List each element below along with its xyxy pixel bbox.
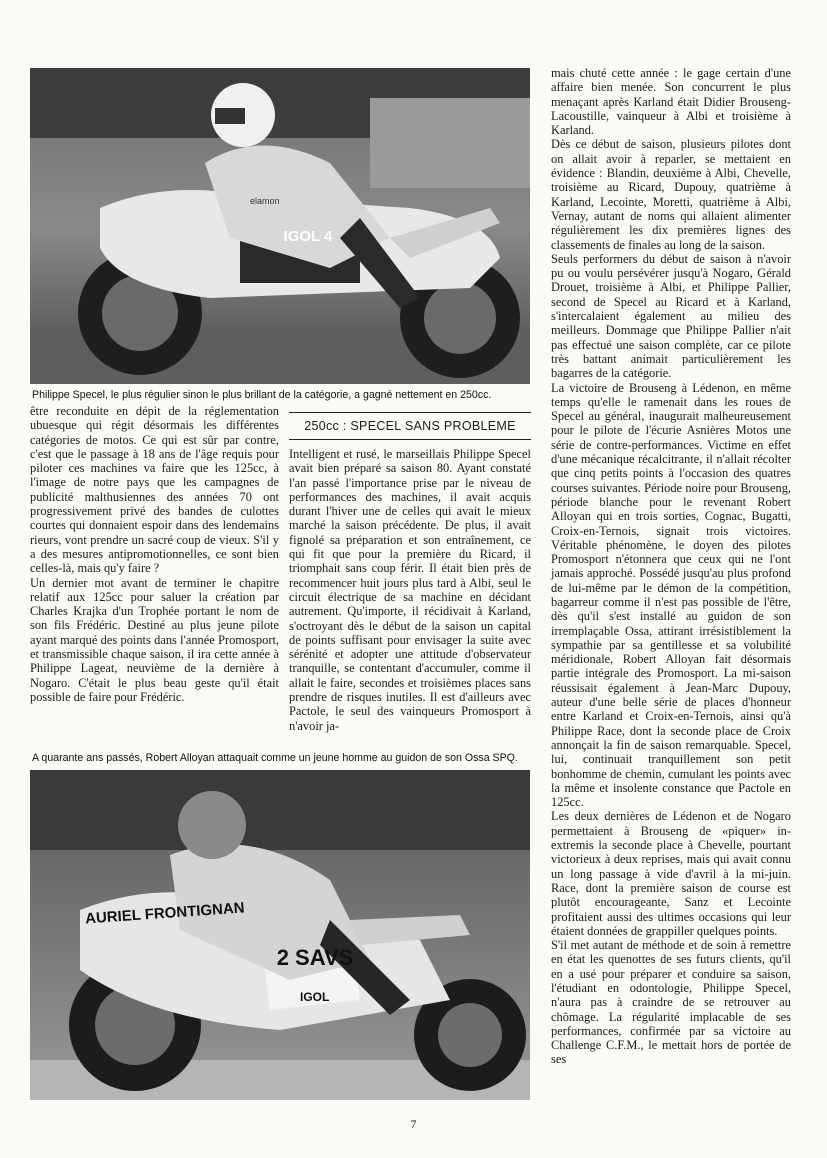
sponsor-text: elamon [250,196,280,206]
text-column-middle [289,447,531,733]
text-column-right [551,66,791,1067]
caption-middle-photo: A quarante ans passés, Robert Alloyan attaquait comme un jeune homme au guidon de son Ossa SPQ. [32,752,518,764]
number-plate-text: 2 SAVS [276,945,354,970]
paragraph: Intelligent et rusé, le marseillais Philippe Specel avait bien préparé sa saison 80. Ayant constaté l'an passé l'importance prise par le niveau de performances des machines, il avait acquis durant l'hiver une de celles qui avait le mieux marché la saison précédente. De plus, il avait fignolé sa préparation et son entraînement, ce qui fit que pour la première du Ricard, il triomphait sans coup férir. Il était bien près de recommencer huit jours plus tard à Albi, seul le circuit électrique de sa machine en décidant autrement. Qu'importe, il récidivait à Karland, s'octroyant dès le début de la saison un capital de points suffisant pour envisager la suite avec sérénité et adopter une attitude d'observateur tranquille, se contentant d'accumuler, comme il allait le faire, secondes et troisièmes places sans prendre de risques inutiles. Il est d'ailleurs avec Pactole, le seul des vainqueurs Promosport à n'avoir ja- [289,447,531,733]
photo-alloyan-motorcycle [30,770,530,1100]
paragraph: S'il met autant de méthode et de soin à remettre en état les quenottes de ses futurs clients, qu'il en a usé pour préparer et conduire sa saison, l'étudiant en odontologie, Philippe Specel, n'aura pas à craindre de se retrouver au chômage. La régularité implacable de ses performances, confirmée par sa victoire au Challenge C.F.M., le mettait hors de portée de ses [551,938,791,1067]
photo-specel-motorcycle [30,68,530,384]
racing-motorcycle-illustration [30,770,530,1100]
section-heading: 250cc : SPECEL SANS PROBLEME [289,412,531,440]
fairing-text: AURIEL FRONTIGNAN [84,899,246,928]
text-column-left [30,404,279,704]
paragraph: Un dernier mot avant de terminer le chapitre relatif aux 125cc pour saluer la création par Charles Krajka d'un Trophée portant le nom de son fils Frédéric. Destiné au plus jeune pilote ayant marqué des points dans l'année Promosport, et transmissible chaque saison, il ira cette année à Philippe Lageat, neuvième de la dernière à Nogaro. C'était le plus beau geste qu'il était possible de faire pour Frédéric. [30,575,279,704]
paragraph: Seuls performers du début de saison à n'avoir pu ou voulu persévérer jusqu'à Nogaro, Gérald Drouet, troisième à Albi, et Philippe Pallier, second de Specel au Ricard et à Karland, s'intercalaient également au milieu des meilleurs. Dommage que Philippe Pallier n'ait pas effectué une saison complète, car ce pilote très battant animait particulièrement les bagarres de la catégorie. [551,251,791,381]
number-plate-text: IGOL 4 [283,228,333,245]
caption-top-photo: Philippe Specel, le plus régulier sinon le plus brillant de la catégorie, a gagné nettement en 250cc. [32,389,492,401]
racing-motorcycle-illustration [30,68,530,384]
paragraph: Dès ce début de saison, plusieurs pilotes dont on allait avoir à reparler, se mettaient en évidence : Blandin, deuxième à Albi, Chevelle, troisième au Ricard, Dupouy, quatrième à Karland, Lecointe, Moretti, quatrième à Albi, Vernay, autant de noms qui allaient alimenter régulièrement les dix premières lignes des classements de finales au long de la saison. [551,137,791,252]
paragraph: mais chuté cette année : le gage certain d'une affaire bien menée. Son concurrent le plus menaçant après Karland était Didier Brouseng-Lacoustille, vainqueur à Albi et troisième à Karland. [551,66,791,138]
page-number: 7 [410,1117,417,1131]
paragraph: La victoire de Brouseng à Lédenon, en même temps qu'elle le ramenait dans les roues de Specel au général, inaugurait malheureusement pour le pilote de l'écurie Asnières Motos une série de contre-performances. Victime en effet d'une mécanique récalcitrante, il n'allait récolter que cinq petits points à l'occasion des quatres courses suivantes. Période noire pour Brouseng, période blanche pour le revenant Robert Alloyan qui en trois sorties, Cognac, Bugatti, Croix-en-Ternois, signait trois victoires. Véritable phénomène, le doyen des pilotes Promosport n'étonnera que ceux qui ne l'ont jamais approché. Possédé jusqu'au plus profond de lui-même par le démon de la compétition, bagarreur comme il n'est pas possible de l'être, dès qu'il s'est installé au guidon de son irremplaçable Ossa, attirant irrésistiblement la sympathie par sa gentillesse et sa volubilité méridionale, Robert Alloyan fait désormais partie intégrale des Promosport. La mi-saison réussisait également à Jean-Marc Dupouy, auteur d'une belle série de places d'honneur entre Karland et Croix-en-Ternois, ainsi qu'à Philippe Race, dont la seconde place de Croix annonçait la fin de saison remarquable. Specel, lui, continuait tranquillement son petit bonhomme de chemin, cumulant les points avec la même et insolente constance que Pactole en 125cc. [551,380,791,810]
sponsor-text: IGOL [300,990,330,1004]
paragraph: Les deux dernières de Lédenon et de Nogaro permettaient à Brouseng de «piquer» in-extremis la seconde place à Chevelle, pourtant victorieux à deux reprises, mais qui avait connu un long passage à vide d'avril à la mi-juin. Race, dont la première saison de course est plutôt encourageante, Sanz et Lecointe profitaient aussi des ultimes occasions qui leur étaient données de grappiller quelques points. [551,809,791,938]
paragraph: être reconduite en dépit de la réglementation ubuesque qui régit désormais les différentes catégories de motos. Ce qui est sûr par contre, c'est que le passage à 18 ans de l'âge requis pour piloter ces machines va faire que les 125cc, à l'image de notre pays que les campagnes de publicité malthusiennes des années 70 ont progressivement privé des bandes de culottes courtes qui donnaient espoir dans des lendemains rieurs, vont prendre un sacré coup de vieux. S'il y a des mesures antipromotionnelles, ce sont bien celles-là, mais qu'y faire ? [30,404,279,576]
